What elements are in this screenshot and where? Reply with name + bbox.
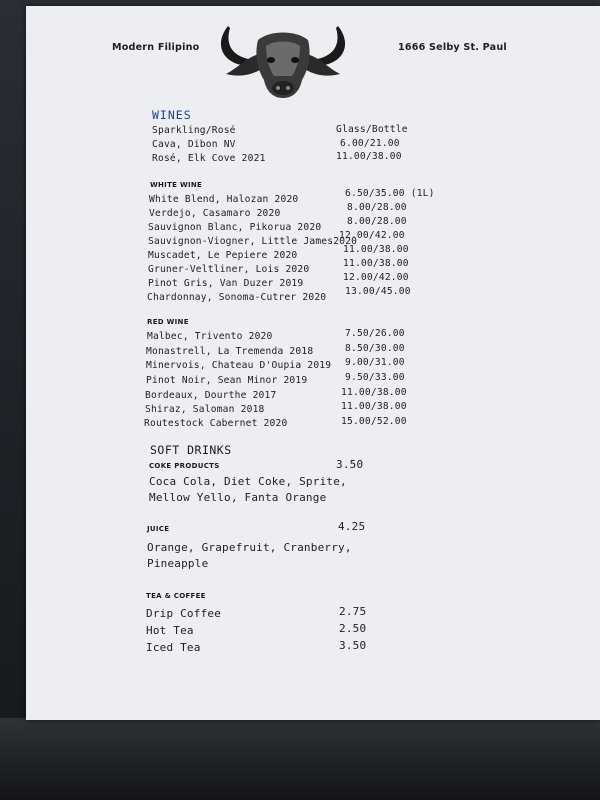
sparkling-label: Sparkling/Rosé xyxy=(152,125,236,136)
juice-line: Orange, Grapefruit, Cranberry, xyxy=(147,541,352,554)
wine-name: Malbec, Trivento 2020 xyxy=(147,331,273,342)
wine-name: Cava, Dibon NV xyxy=(152,139,236,150)
wine-price: 11.00/38.00 xyxy=(343,244,409,255)
wines-heading: WINES xyxy=(152,108,192,122)
drink-name: Iced Tea xyxy=(146,641,201,654)
red-wine-heading: RED WINE xyxy=(147,318,189,326)
wine-price: 8.00/28.00 xyxy=(347,202,407,213)
soft-drinks-heading: SOFT DRINKS xyxy=(150,443,232,457)
wine-price: 6.50/35.00 (1L) xyxy=(345,188,435,199)
wine-name: Routestock Cabernet 2020 xyxy=(144,418,288,429)
wine-price: 7.50/26.00 xyxy=(345,328,405,339)
table-foreground xyxy=(0,718,600,800)
white-wine-heading: WHITE WINE xyxy=(150,181,203,189)
buffalo-head-icon xyxy=(208,16,358,102)
wine-name: Chardonnay, Sonoma-Cutrer 2020 xyxy=(147,292,327,303)
wine-name: Sauvignon Blanc, Pikorua 2020 xyxy=(148,222,322,233)
wine-price: 9.00/31.00 xyxy=(345,357,405,368)
wine-name: Muscadet, Le Pepiere 2020 xyxy=(148,250,298,261)
wine-price: 12.00/42.00 xyxy=(339,230,405,241)
coke-line: Mellow Yello, Fanta Orange xyxy=(149,491,327,504)
wine-name: Sauvignon-Viogner, Little James2020 xyxy=(148,236,358,247)
juice-heading: JUICE xyxy=(147,525,170,533)
juice-price: 4.25 xyxy=(338,520,366,533)
wine-name: Bordeaux, Dourthe 2017 xyxy=(145,390,277,401)
drink-price: 3.50 xyxy=(339,639,367,652)
wine-price: 9.50/33.00 xyxy=(345,372,405,383)
wine-name: Verdejo, Casamaro 2020 xyxy=(149,208,281,219)
wine-price: 11.00/38.00 xyxy=(341,387,407,398)
drink-price: 2.75 xyxy=(339,605,367,618)
restaurant-address: 1666 Selby St. Paul xyxy=(398,42,507,53)
coke-line: Coca Cola, Diet Coke, Sprite, xyxy=(149,475,347,488)
juice-line: Pineapple xyxy=(147,557,209,570)
coke-price: 3.50 xyxy=(336,458,364,471)
wine-price: 11.00/38.00 xyxy=(341,401,407,412)
wine-name: Rosé, Elk Cove 2021 xyxy=(152,153,266,164)
wine-price: 11.00/38.00 xyxy=(343,258,409,269)
wine-price: 6.00/21.00 xyxy=(340,138,400,149)
glass-bottle-header: Glass/Bottle xyxy=(336,124,408,135)
drink-name: Hot Tea xyxy=(146,624,194,637)
wine-price: 12.00/42.00 xyxy=(343,272,409,283)
wine-name: Pinot Gris, Van Duzer 2019 xyxy=(148,278,304,289)
drink-price: 2.50 xyxy=(339,622,367,635)
wine-name: Gruner-Veltliner, Lois 2020 xyxy=(148,264,310,275)
tea-coffee-heading: TEA & COFFEE xyxy=(146,592,206,600)
wine-name: Shiraz, Saloman 2018 xyxy=(145,404,265,415)
wine-name: White Blend, Halozan 2020 xyxy=(149,194,299,205)
wine-price: 15.00/52.00 xyxy=(341,416,407,427)
wine-name: Monastrell, La Tremenda 2018 xyxy=(146,346,314,357)
drink-name: Drip Coffee xyxy=(146,607,222,620)
wine-price: 8.00/28.00 xyxy=(347,216,407,227)
restaurant-tagline: Modern Filipino xyxy=(112,42,200,53)
wine-price: 11.00/38.00 xyxy=(336,151,402,162)
wine-price: 13.00/45.00 xyxy=(345,286,411,297)
coke-products-heading: COKE PRODUCTS xyxy=(149,462,220,470)
wine-name: Minervois, Chateau D'Oupia 2019 xyxy=(146,360,332,371)
wine-name: Pinot Noir, Sean Minor 2019 xyxy=(146,375,308,386)
wine-price: 8.50/30.00 xyxy=(345,343,405,354)
